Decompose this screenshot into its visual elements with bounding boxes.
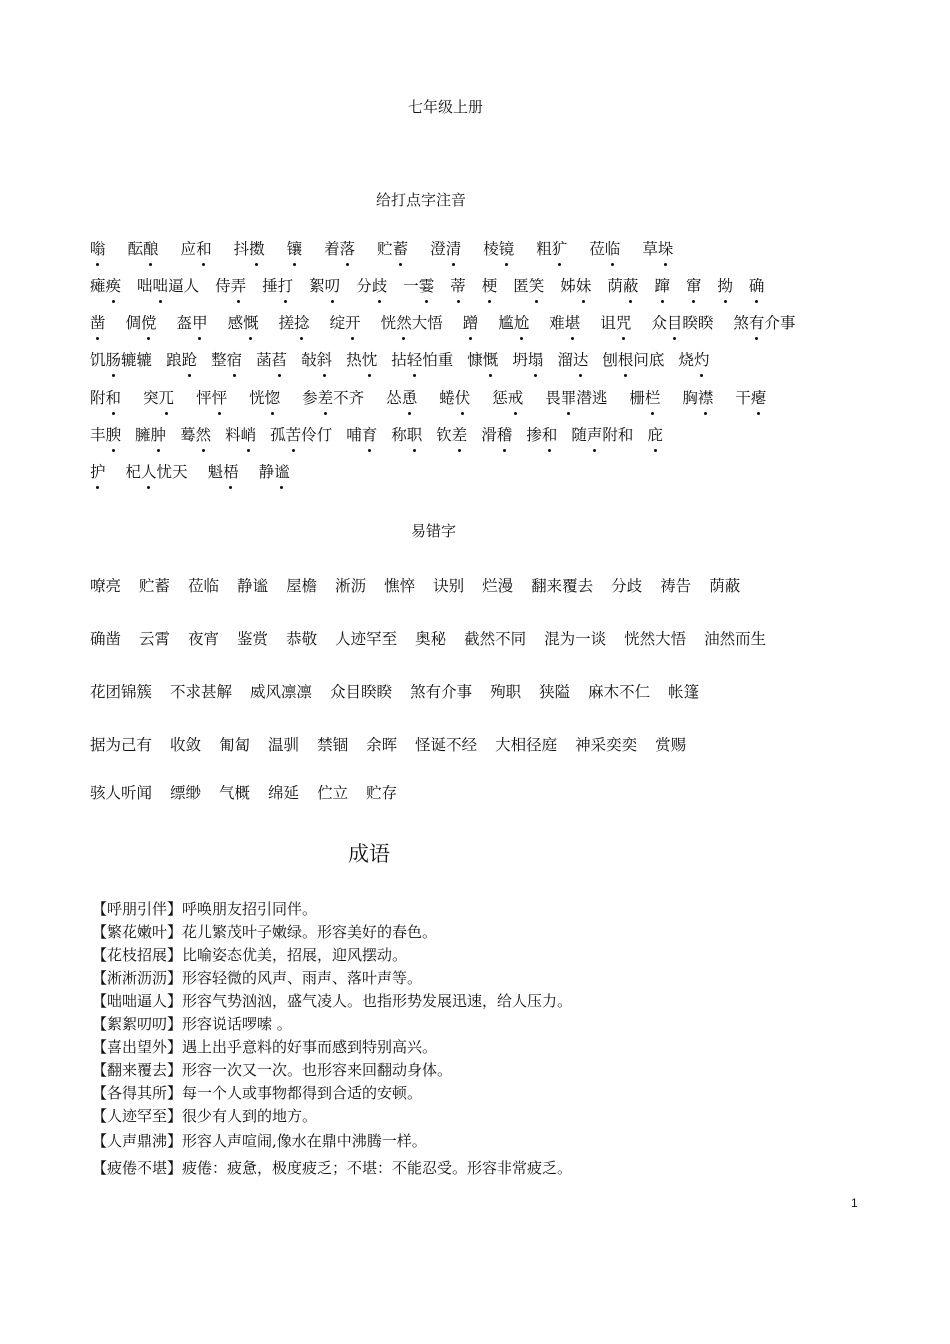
error-word: 匍匐 (219, 736, 251, 754)
pinyin-word: 附和 (90, 386, 121, 408)
pinyin-word: 蜷伏 (439, 386, 470, 408)
pinyin-row (90, 311, 815, 333)
pinyin-word: 栅栏 (629, 386, 660, 408)
error-word: 狭隘 (539, 683, 571, 701)
idiom-entry (92, 1082, 422, 1103)
pinyin-word: 坍塌 (512, 348, 543, 370)
pinyin-word: 慷慨 (467, 348, 498, 370)
idiom-definition: 呼唤朋友招引同伴。 (182, 900, 318, 918)
error-word: 烂漫 (482, 577, 514, 595)
idiom-entry (92, 1059, 452, 1080)
idiom-entry (92, 1130, 427, 1151)
pinyin-word: 菡萏 (256, 348, 287, 370)
pinyin-word: 搓捻 (279, 311, 310, 333)
pinyin-word: 匿笑 (513, 274, 544, 296)
error-word: 荫蔽 (709, 577, 741, 595)
pinyin-word: 蹭 (463, 311, 479, 333)
pinyin-word: 饥肠辘辘 (90, 348, 152, 370)
document-title: 七年级上册 (408, 98, 484, 116)
pinyin-word: 哺育 (346, 423, 377, 445)
pinyin-word: 参差不齐 (302, 386, 364, 408)
pinyin-word: 踉跄 (166, 348, 197, 370)
pinyin-word: 窜 (686, 274, 702, 296)
pinyin-word: 一霎 (403, 274, 434, 296)
error-word: 油然而生 (704, 630, 767, 648)
pinyin-word: 絮叨 (309, 274, 340, 296)
pinyin-word: 蒂 (450, 274, 466, 296)
idiom-definition: 比喻姿态优美，招展，迎风摆动。 (182, 946, 408, 964)
pinyin-word: 料峭 (225, 423, 256, 445)
pinyin-word: 荫蔽 (607, 274, 638, 296)
pinyin-word: 惩戒 (492, 386, 523, 408)
pinyin-word: 突兀 (143, 386, 174, 408)
error-row (90, 733, 704, 755)
error-word: 人迹罕至 (335, 630, 398, 648)
pinyin-word: 恍惚 (249, 386, 280, 408)
idiom-entry (92, 1105, 317, 1126)
pinyin-word: 咄咄逼人 (137, 274, 199, 296)
pinyin-word: 澄清 (430, 237, 461, 259)
error-word: 赏赐 (655, 736, 687, 754)
pinyin-word: 侍弄 (215, 274, 246, 296)
error-word: 云霄 (139, 630, 171, 648)
error-word: 贮蓄 (139, 577, 171, 595)
idiom-definition: 形容人声喧闹,像水在鼎中沸腾一样。 (182, 1132, 427, 1150)
error-word: 帐篷 (668, 683, 700, 701)
pinyin-word: 拈轻怕重 (391, 348, 453, 370)
error-word: 屋檐 (286, 577, 318, 595)
error-word: 禁锢 (317, 736, 349, 754)
error-word: 花团锦簇 (90, 683, 153, 701)
pinyin-word: 庇 (647, 423, 663, 445)
idiom-definition: 形容轻微的风声、雨声、落叶声等。 (182, 969, 423, 987)
error-word: 伫立 (317, 784, 349, 802)
pinyin-word: 丰腴 (90, 423, 121, 445)
pinyin-word: 确 (749, 274, 765, 296)
error-word: 恭敬 (286, 630, 318, 648)
idiom-definition: 很少有人到的地方。 (182, 1107, 318, 1125)
error-word: 翻来覆去 (531, 577, 594, 595)
idiom-definition: 每一个人或事物都得到合适的安顿。 (182, 1084, 423, 1102)
error-word: 奥秘 (415, 630, 447, 648)
idiom-term: 【花枝招展】 (92, 946, 183, 964)
idiom-definition: 形容一次又一次。也形容来回翻动身体。 (182, 1061, 453, 1079)
error-word: 缥缈 (170, 784, 202, 802)
error-word: 分歧 (611, 577, 643, 595)
pinyin-word: 贮蓄 (377, 237, 408, 259)
error-word: 温驯 (268, 736, 300, 754)
pinyin-word: 蓦然 (180, 423, 211, 445)
pinyin-word: 瘫痪 (90, 274, 121, 296)
idiom-entry (92, 921, 437, 942)
pinyin-word: 刨根问底 (602, 348, 664, 370)
pinyin-word: 草垛 (642, 237, 673, 259)
error-word: 鉴赏 (237, 630, 269, 648)
pinyin-word: 干瘪 (735, 386, 766, 408)
pinyin-word: 捶打 (262, 274, 293, 296)
error-word: 不求甚解 (170, 683, 233, 701)
error-word: 众目睽睽 (330, 683, 393, 701)
pinyin-word: 嗡 (90, 237, 106, 259)
idiom-term: 【人声鼎沸】 (92, 1132, 183, 1150)
idiom-entry (92, 1013, 292, 1034)
pinyin-word: 护 (90, 460, 106, 482)
pinyin-word: 盔甲 (177, 311, 208, 333)
pinyin-word: 整宿 (211, 348, 242, 370)
error-word: 截然不同 (464, 630, 527, 648)
pinyin-word: 溜达 (557, 348, 588, 370)
error-word: 威风凛凛 (250, 683, 313, 701)
idiom-entry (92, 898, 317, 919)
pinyin-word: 姊妹 (560, 274, 591, 296)
pinyin-row (90, 274, 780, 296)
pinyin-word: 胸襟 (682, 386, 713, 408)
pinyin-word: 抖擞 (234, 237, 265, 259)
pinyin-word: 钦差 (436, 423, 467, 445)
error-row (90, 574, 758, 596)
error-word: 怪诞不经 (415, 736, 478, 754)
error-word: 麻木不仁 (588, 683, 651, 701)
error-word: 莅临 (188, 577, 220, 595)
pinyin-row (90, 237, 695, 259)
error-word: 祷告 (660, 577, 692, 595)
pinyin-word: 莅临 (589, 237, 620, 259)
pinyin-word: 梗 (482, 274, 498, 296)
error-word: 殉职 (490, 683, 522, 701)
error-word: 神采奕奕 (575, 736, 638, 754)
pinyin-word: 蹿 (654, 274, 670, 296)
error-word: 淅沥 (335, 577, 367, 595)
pinyin-section-title: 给打点字注音 (376, 191, 467, 209)
error-word: 绵延 (268, 784, 300, 802)
pinyin-word: 感慨 (228, 311, 259, 333)
error-word: 煞有介事 (410, 683, 473, 701)
pinyin-word: 众目睽睽 (651, 311, 713, 333)
pinyin-word: 魁梧 (208, 460, 239, 482)
pinyin-word: 难堪 (549, 311, 580, 333)
error-word: 骇人听闻 (90, 784, 153, 802)
idiom-definition: 形容说话啰嗦 。 (182, 1015, 292, 1033)
pinyin-word: 畏罪潜逃 (545, 386, 607, 408)
idiom-definition: 形容气势汹汹，盛气凌人。也指形势发展迅速，给人压力。 (182, 992, 573, 1010)
pinyin-row (90, 460, 310, 482)
pinyin-word: 应和 (181, 237, 212, 259)
pinyin-word: 分歧 (356, 274, 387, 296)
pinyin-word: 臃肿 (135, 423, 166, 445)
pinyin-word: 掺和 (526, 423, 557, 445)
error-word: 夜宵 (188, 630, 220, 648)
error-word: 收敛 (170, 736, 202, 754)
error-word: 嘹亮 (90, 577, 122, 595)
idiom-term: 【人迹罕至】 (92, 1107, 183, 1125)
error-word: 据为己有 (90, 736, 153, 754)
pinyin-word: 敧斜 (301, 348, 332, 370)
pinyin-word: 热忱 (346, 348, 377, 370)
idiom-section-title: 成语 (348, 842, 390, 866)
pinyin-row (90, 348, 723, 370)
idiom-term: 【各得其所】 (92, 1084, 183, 1102)
pinyin-word: 滑稽 (481, 423, 512, 445)
idiom-entry (92, 990, 572, 1011)
error-word: 恍然大悟 (624, 630, 687, 648)
idiom-term: 【呼朋引伴】 (92, 900, 183, 918)
idiom-entry (92, 1036, 437, 1057)
pinyin-word: 着落 (324, 237, 355, 259)
error-row (90, 680, 717, 702)
pinyin-word: 凿 (90, 311, 106, 333)
pinyin-word: 烧灼 (678, 348, 709, 370)
error-word: 确凿 (90, 630, 122, 648)
idiom-entry (92, 967, 422, 988)
idiom-term: 【絮絮叨叨】 (92, 1015, 183, 1033)
error-row (90, 627, 784, 649)
idiom-term: 【翻来覆去】 (92, 1061, 183, 1079)
idiom-entry (92, 1157, 572, 1178)
error-word: 诀别 (433, 577, 465, 595)
error-word: 气概 (219, 784, 251, 802)
error-word: 余晖 (366, 736, 398, 754)
pinyin-word: 拗 (717, 274, 733, 296)
pinyin-word: 杞人忧天 (126, 460, 188, 482)
error-section-title: 易错字 (411, 522, 457, 540)
error-word: 憔悴 (384, 577, 416, 595)
page-number: 1 (851, 1196, 858, 1210)
pinyin-word: 怦怦 (196, 386, 227, 408)
error-word: 混为一谈 (544, 630, 607, 648)
pinyin-word: 绽开 (330, 311, 361, 333)
idiom-term: 【淅淅沥沥】 (92, 969, 183, 987)
pinyin-word: 煞有介事 (733, 311, 795, 333)
pinyin-word: 尴尬 (498, 311, 529, 333)
pinyin-word: 粗犷 (536, 237, 567, 259)
idiom-entry (92, 944, 407, 965)
pinyin-word: 酝酿 (128, 237, 159, 259)
pinyin-word: 孤苦伶仃 (270, 423, 332, 445)
error-row (90, 781, 415, 803)
pinyin-word: 倜傥 (126, 311, 157, 333)
idiom-term: 【咄咄逼人】 (92, 992, 183, 1010)
idiom-term: 【繁花嫩叶】 (92, 923, 183, 941)
idiom-definition: 疲倦：疲惫，极度疲乏；不堪：不能忍受。形容非常疲乏。 (182, 1159, 573, 1177)
idiom-term: 【喜出望外】 (92, 1038, 183, 1056)
idiom-definition: 遇上出乎意料的好事而感到特别高兴。 (182, 1038, 438, 1056)
error-word: 大相径庭 (495, 736, 558, 754)
pinyin-word: 称职 (391, 423, 422, 445)
pinyin-word: 静谧 (259, 460, 290, 482)
pinyin-word: 恍然大悟 (381, 311, 443, 333)
pinyin-row (90, 423, 677, 445)
error-word: 静谧 (237, 577, 269, 595)
pinyin-word: 诅咒 (600, 311, 631, 333)
idiom-term: 【疲倦不堪】 (92, 1159, 183, 1177)
error-word: 贮存 (366, 784, 398, 802)
pinyin-row (90, 386, 788, 408)
pinyin-word: 随声附和 (571, 423, 633, 445)
idiom-definition: 花儿繁茂叶子嫩绿。形容美好的春色。 (182, 923, 438, 941)
pinyin-word: 棱镜 (483, 237, 514, 259)
pinyin-word: 怂恿 (386, 386, 417, 408)
pinyin-word: 镶 (287, 237, 303, 259)
